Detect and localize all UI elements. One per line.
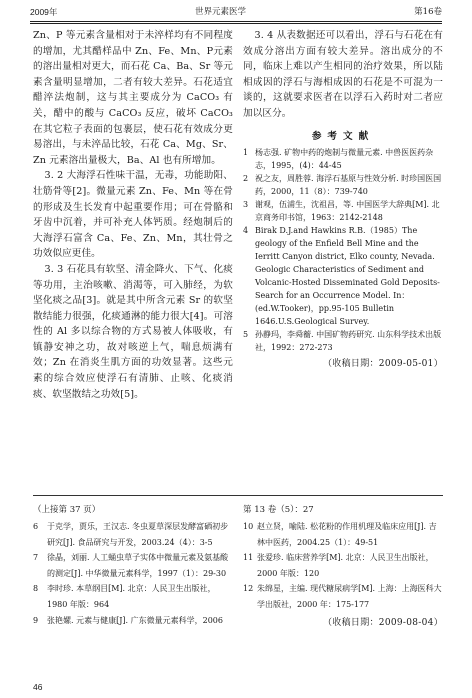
header-journal-title: 世界元素医学 [195, 7, 247, 17]
reference-number: 2 [243, 173, 249, 183]
reference-item [243, 172, 443, 198]
reference-item [243, 550, 443, 581]
body-paragraph: 3. 4 从表数据还可以看出，浮石与石花在有效成分溶出方面有较大差异。溶出成分的不同，临床上难以产生相同的治疗效果，所以陆相成因的浮石与海相成因的石花是不可混为一谈的，这就要求医者在以浮石入药时对二者应加以区分。 [243, 30, 443, 119]
received-date: （收稿日期：2009-08-04） [323, 617, 443, 628]
reference-text: 朱绵星，主编. 现代糖尿病学[M]. 上海：上海医科大学出版社，2000 年：175-177 [257, 584, 442, 609]
reference-text: 徐晶，刘丽. 人工蛹虫草子实体中微量元素及氨基酸的测定[J]. 中华微量元素科学，1997（1）：29-30 [47, 553, 229, 578]
reference-number: 12 [243, 584, 254, 594]
reference-number: 11 [243, 553, 254, 563]
reference-item [243, 581, 443, 612]
reference-text: 杨志强. 矿物中药的炮制与微量元素. 中兽医医药杂志，1995，(4)：44-45 [255, 147, 434, 170]
reference-number: 1 [243, 147, 249, 157]
issue-continuation: 第 13 卷（5）：27 [243, 505, 314, 515]
reference-item [243, 328, 443, 354]
received-date: （收稿日期：2009-05-01） [323, 358, 443, 369]
reference-item [243, 519, 443, 550]
bottom-right-references [243, 504, 443, 628]
reference-item [33, 581, 229, 612]
references-heading: 参考文献 [311, 130, 375, 142]
reference-text: 于克学，贾乐，王汉志. 冬虫夏草深层发酵富硒初步研究[J]. 食品研究与开发，2003.24（4）：3-5 [47, 522, 229, 547]
reference-text: 谢观，伍浦生，沈祖昌，等. 中国医学大辞典[M]. 北京商务印书馆，1963：2142-2148 [255, 199, 440, 222]
reference-number: 6 [33, 522, 39, 531]
reference-text: 张艳嫘. 元素与健康[J]. 广东微量元素科学，2006 [47, 615, 223, 625]
header-rule-thin [30, 23, 442, 24]
reference-item [33, 519, 229, 550]
page-number: 46 [33, 682, 43, 692]
reference-item [243, 224, 443, 328]
reference-number: 10 [243, 522, 254, 531]
reference-text: 李时珍. 本草纲目[M]. 北京：人民卫生出版社，1980 年版：964 [47, 584, 216, 609]
reference-number: 4 [243, 225, 249, 235]
body-paragraph: 3. 3 石花具有软坚、清金降火、下气、化痰等功用，主治咳嗽、消渴等，可入肺经，为软坚化痰之品[3]。就是其中所含元素 Sr 的软坚散结能力很强，化痰通淋的能力很大[4]。可溶性的 Al 多以综合物的方式易被人体吸收，有镇静安神之功，故对咳逆上气，喘息烦满有效；Zn 在消炎生肌方面的功效显著。这些元素的综合效应使浮石有清肺、止咳、化痰消痰、软坚散结之功效[5]。 [33, 263, 233, 400]
right-column [243, 28, 443, 369]
reference-item [33, 550, 229, 581]
reference-number: 3 [243, 199, 249, 209]
reference-text: 赵立贤，喻陆. 松花粉的作用机理及临床应用[J]. 吉林中医药，2004.25（1）：49-51 [257, 522, 437, 547]
reference-item [243, 146, 443, 172]
running-header [30, 6, 442, 22]
reference-number: 5 [243, 329, 249, 339]
reference-number: 8 [33, 584, 39, 594]
reference-number: 7 [33, 553, 39, 563]
body-paragraph: Zn、P 等元素含量相对于未淬样均有不同程度的增加，尤其醋样品中 Zn、Fe、Mn、P元素的溶出量相对更大，而石花 Ca、Ba、Sr 等元素含量明显增加，二者有较大差异。石花适宜醋淬法炮制，这与其主要成分为 CaCO₃ 有关，醋中的酸与 CaCO₃ 反应，破坏 CaCO₃ 在其它粒子表面的包裹层，使石花有效成分更易溶出，与未淬品比较，石花 Ca、Mg、Sr、Zn 元素溶出量极大，Ba、Al 也有所增加。 [33, 30, 233, 166]
reference-text: Birak D.J.and Hawkins R.B.（1985）The geology of the Enfield Bell Mine and the Ierritt Canyon district, Elko county, Nevada. Geologic Characteristics of Sediment and Volcanic-Hosted Disseminated Gold Deposits-Search for an Occurrence Model. In：(ed.W.Tooker)，pp.95-105 Bulletin 1646.U.S.Geological Survey. [255, 225, 440, 326]
reference-text: 祝之友，周胜蓉. 海浮石基原与性效分析. 时珍国医国药，2000，11（8）：739-740 [255, 173, 442, 196]
reference-number: 9 [33, 615, 39, 625]
left-column [33, 28, 233, 402]
header-rule [30, 21, 442, 22]
reference-item [33, 613, 229, 629]
header-year: 2009年 [30, 7, 58, 17]
reference-item [243, 198, 443, 224]
reference-text: 孙静玛，李舜蘅. 中国矿物药研究. 山东科学技术出版社，1992：272-273 [255, 329, 442, 352]
reference-text: 张爱珍. 临床营养学[M]. 北京：人民卫生出版社，2000 年版：120 [257, 553, 434, 578]
bottom-left-references [33, 504, 229, 628]
header-volume: 第16卷 [414, 7, 442, 17]
section-divider [33, 495, 443, 496]
continued-from-note: （上接第 37 页） [33, 505, 101, 515]
body-paragraph: 3. 2 大海浮石性味干温，无毒，功能助阳、壮筋骨等[2]。微量元素 Zn、Fe、Mn 等在骨的形成及生长发育中起重要作用；可在骨骼和牙齿中沉着，并可补充人体钙质。经炮制后的大海浮石富含 Ca、Fe、Zn、Mn，其壮骨之功效似应更佳。 [33, 170, 233, 260]
